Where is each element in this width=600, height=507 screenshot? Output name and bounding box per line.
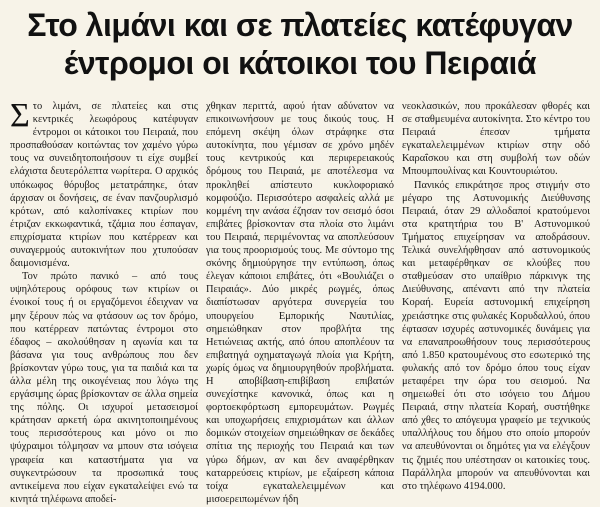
paragraph-text: το λιμάνι, σε πλατείες και στις κεντρικές λεωφόρους κατέφυγαν έντρομοι οι κάτοικοι του Πειραιά, που προσπαθούσαν κοιτώντας τον χαμένο γύρω τους να συνειδητοποιήσουν τι είχε συμβεί ελάχιστα δευτερόλεπτα νωρίτερα. Ο αρχικός υπόκωφος θόρυβος μετατράπηκε, όταν άρχισαν οι δονήσεις, σε έναν πανζουρλισμό κρότων, από καλοπίνακες κτιρίων που έτριζαν εκκωφαντικά, τζάμια που έσπαγαν, επιχρίσματα κτιρίων που κατέρρεαν και συναγερμούς αυτοκινήτων που χτυπούσαν δαιμονισμένα. [10, 101, 198, 270]
paragraph: Τον πρώτο πανικό – από τους υψηλότερους ορόφους των κτιρίων οι ένοικοί τους ή οι εργαζόμενοι έδειχναν να μην ξέρουν πώς να φτάσουν ως τον δρόμο, που κατέρρεαν πατώντας έντρομοι στο έδαφος – ακολούθησαν η αγωνία και τα βάσανα για τους ανθρώπους που δεν βρίσκονταν γύρω τους, για τα παιδιά και τα άλλα μέλη της οικογένειας που λόγω της εργάσιμης ώρας βρίσκονταν σε άλλα σημεία της πόλης. Οι ισχυροί μετασεισμοί κράτησαν αρκετή ώρα ακινητοποιημένους τους περισσότερους και μόνο οι πιο ψύχραιμοι τόλμησαν να μπουν στα ισόγεια γραφεία και καταστήματα για να συγκεντρώσουν τα προσωπικά τους αντικείμενα που είχαν εγκαταλείψει ενώ τα κινητά τηλέφωνα αποδεί- [10, 271, 198, 505]
headline-line-1: Στο λιμάνι και σε πλατείες κατέφυγαν [27, 7, 573, 43]
paragraph: νεοκλασικών, που προκάλεσαν φθορές και σε σταθμευμένα αυτοκίνητα. Στο κέντρο του Πειραιά έπεσαν τμήματα εγκαταλελειμμένων κτιρίων στην οδό Καραΐσκου και στη συμβολή των οδών Μπουμπουλίνας και Κουντουριώτου. [402, 101, 590, 178]
column-3 [402, 100, 590, 506]
headline-line-2: έντρομοι οι κάτοικοι του Πειραιά [63, 45, 537, 81]
paragraph [10, 97, 198, 270]
article-headline [10, 6, 590, 82]
column-1 [10, 97, 198, 506]
paragraph: χθηκαν περιττά, αφού ήταν αδύνατον να επικοινωνήσουν με τους δικούς τους. Η επόμενη σκέψη όλων στράφηκε στα αυτοκίνητα, που γέμισαν σε χρόνο μηδέν τους κεντρικούς και περιφερειακούς δρόμους του Πειραιά, με αποτέλεσμα να προκληθεί απίστευτο κυκλοφοριακό κομφούζιο. Περισσότερο ασφαλείς αλλά με κομμένη την ανάσα έζησαν τον σεισμό όσοι επιβάτες βρίσκονταν στα πλοία στο λιμάνι του Πειραιά, περιμένοντας να αποπλεύσουν για τους προορισμούς τους. Με σύντομο της σκόνης δημιούργησε την εντύπωση, όπως έλεγαν κάποιοι επιβάτες, ότι «Βουλιάζει ο Πειραιάς». Δύο μικρές ρωγμές, όπως διαπίστωσαν αργότερα συνεργεία του υπουργείου Εμπορικής Ναυτιλίας, σημειώθηκαν στον προβλήτα της Ηετιώνειας ακτής, από όπου αποπλέουν τα επιβατηγά οχηματαγωγά πλοία για Κρήτη, χωρίς όμως να δημιουργηθούν προβλήματα. Η αποβίβαση-επιβίβαση επιβατών συνεχίστηκε κανονικά, όπως και η φορτοεκφόρτωση εμπορευμάτων. Ρωγμές και υποχωρήσεις επιχρισμάτων και άλλων δομικών στοιχείων σημειώθηκαν σε δεκάδες σπίτια της περιοχής του Πειραιά και των γύρω δήμων, αν και δεν αναφέρθηκαν καταρρεύσεις κτιρίων, με εξαίρεση κάποια τοίχα εγκαταλελειμμένων και μισοερειπωμένων ήδη [206, 101, 394, 505]
drop-cap: Σ [10, 97, 30, 134]
paragraph: Πανικός επικράτησε προς στιγμήν στο μέγαρο της Αστυνομικής Διεύθυνσης Πειραιά, όταν 29 αλλοδαποί κρατούμενοι στα κρατητήρια του Β' Αστυνομικού Τμήματος επιχείρησαν να αποδράσουν. Τελικά συνελήφθησαν από αστυνομικούς και μεταφέρθηκαν σε κλούβες που σταθμεύσαν στο υπαίθριο πάρκινγκ της Διεύθυνσης, απέναντι από την πλατεία Κοραή. Ευρεία αστυνομική επιχείρηση χρειάστηκε στις φυλακές Κορυδαλλού, όπου έφτασαν ισχυρές αστυνομικές δυνάμεις για να επαναπροωθήσουν τους περισσότερους από 1.850 κρατουμένους στο εσωτερικό της φυλακής από τον δρόμο όπου τους είχαν μεταφέρει την ώρα του σεισμού. Να σημειωθεί ότι στο ισόγειο του Δήμου Πειραιά, στην πλατεία Κοραή, συστήθηκε από χθες το απόγευμα γραφείο με τεχνικούς υπαλλήλους του δήμου στο οποίο μπορούν να απευθύνονται οι δημότες για να ελέγξουν τις ζημιές που υπέστησαν οι κατοικίες τους. Παράλληλα μπορούν να απευθύνονται και στο τηλέφωνο 4194.000. [402, 179, 590, 492]
column-2 [206, 100, 394, 506]
article-body [10, 97, 590, 506]
